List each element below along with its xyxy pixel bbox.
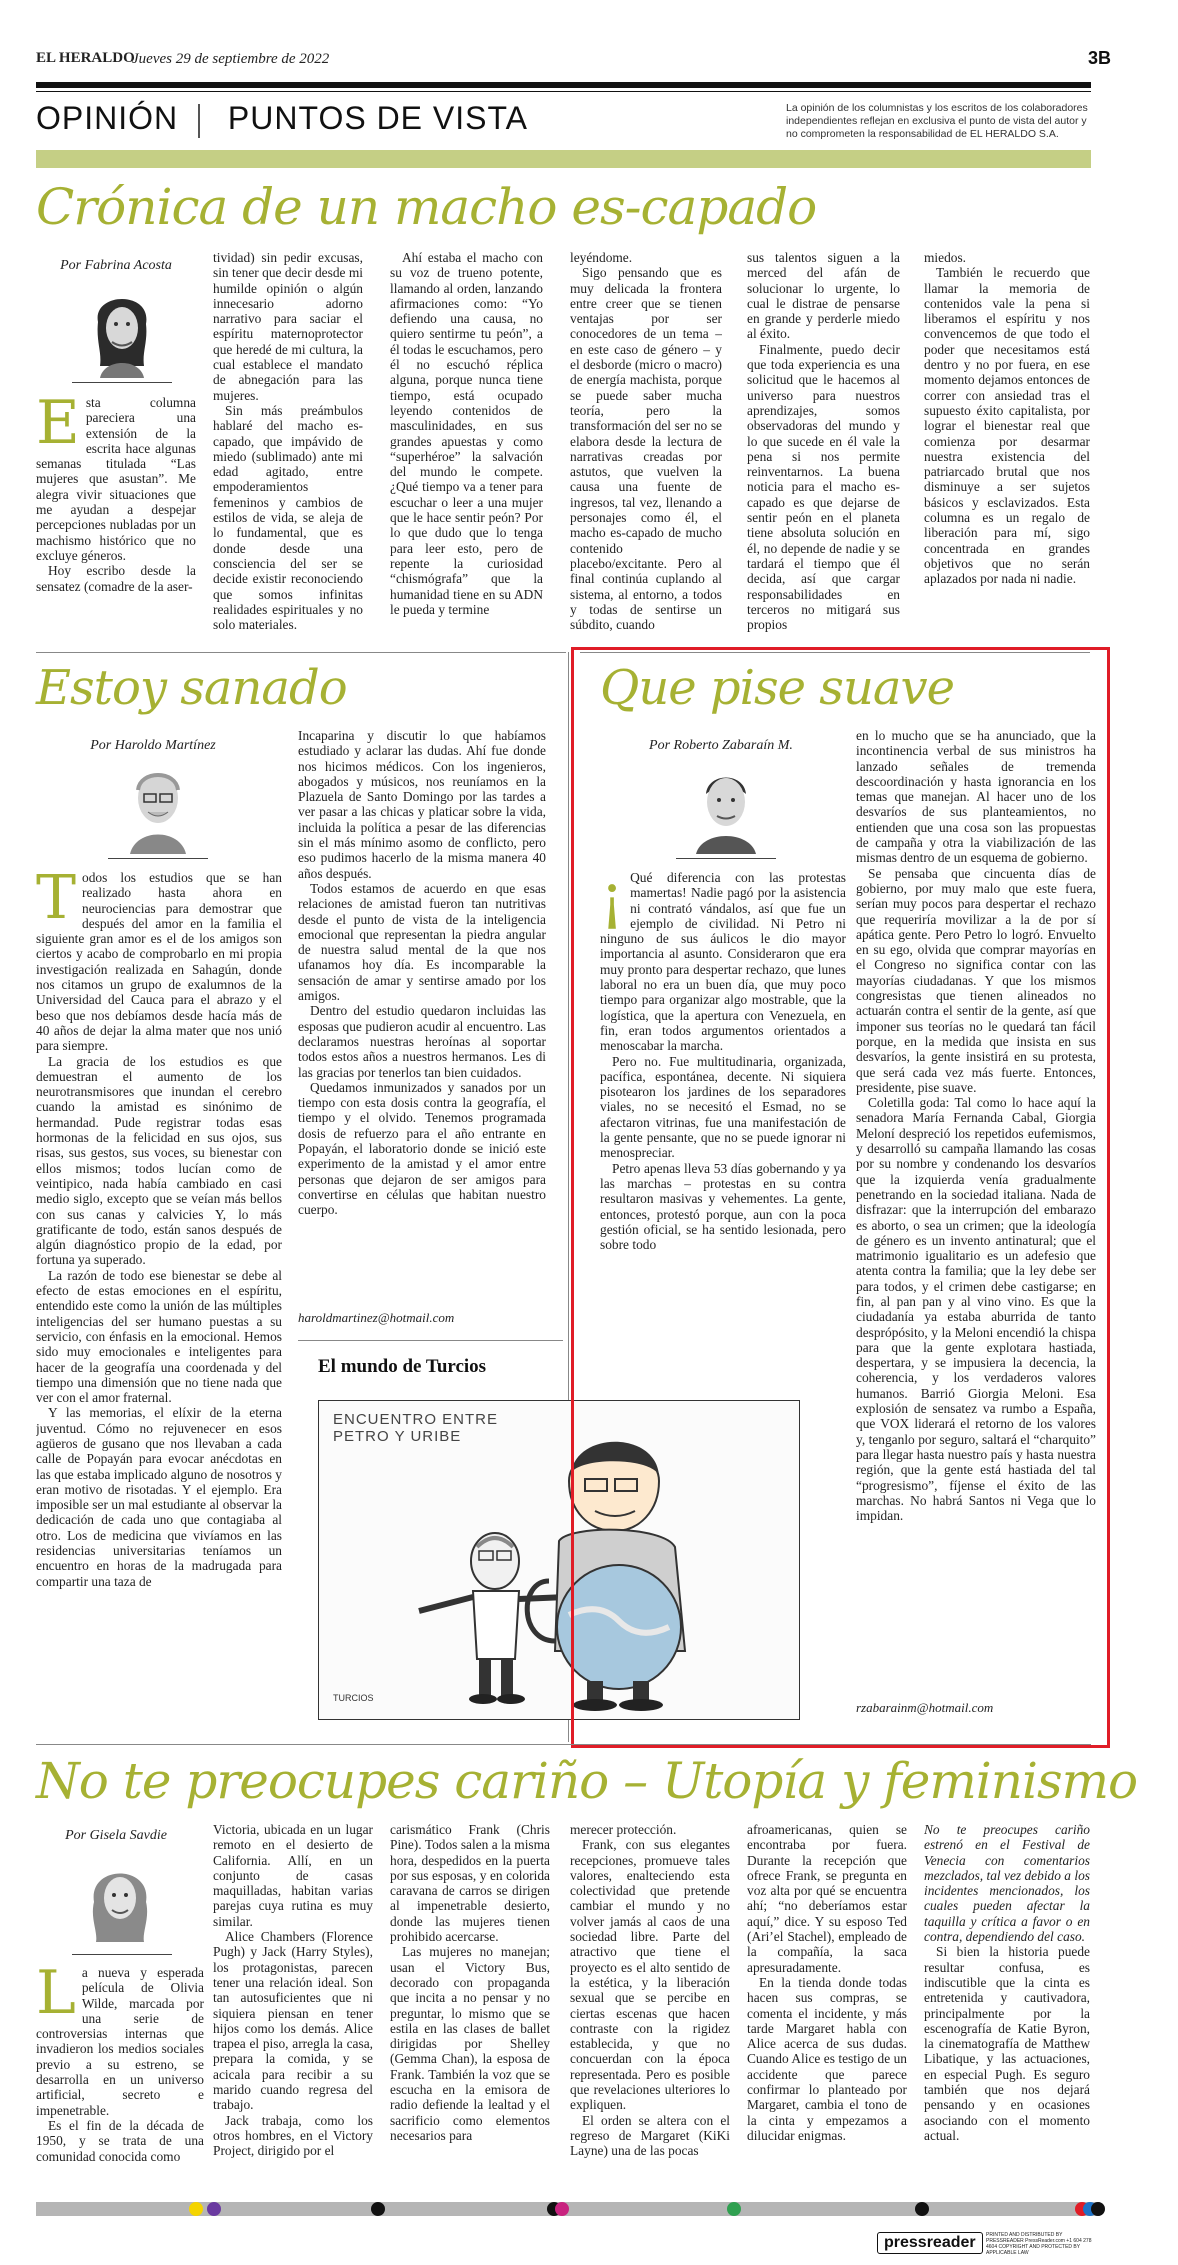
paragraph: No te preocupes cariño estrenó en el Festival de Venecia con comentarios mezclados, tal vez debido a los incidentes mencionados, los cuales pueden afectar la taquilla y crítica a favor o en contra, dependiendo del caso. xyxy=(924,1822,1090,1945)
article-column xyxy=(924,250,1090,650)
author-portrait-drawing xyxy=(80,1852,160,1948)
cartoon-signature: TURCIOS xyxy=(333,1693,374,1703)
article-column xyxy=(856,728,1096,1692)
article-column xyxy=(36,1965,204,2179)
issue-date: Jueves 29 de septiembre de 2022 xyxy=(132,51,330,67)
paragraph: a nueva y esperada película de Olivia Wilde, marcada por una serie de controversias internas que invadieron los medios sociales previo a su estreno, se desarrolla en un universo artificial, secreto e impenetrable. xyxy=(36,1965,204,2118)
paragraph: Frank, con sus elegantes recepciones, promueve tales valores, enalteciendo esta colectividad que pretende cambiar el mundo y no volver jamás al caos de una sociedad libre. Parte del atractivo que tiene el proyecto es el alto sentido de la estética, y la liberación sexual que se percibe en ciertas escenas que hacen contraste con la rigidez establecida, y que no concuerdan con la época representada. Pero es posible que revelaciones ulteriores lo expliquen. xyxy=(570,1837,730,2113)
paragraph: tividad) sin pedir excusas, sin tener que decir desde mi humilde opinión o algún innecesario adorno narrativo para saciar el espíritu maternoprotector que heredé de mi cultura, la cual establece el mandato de abnegación para las mujeres. xyxy=(213,250,363,403)
byline-rule xyxy=(108,858,208,859)
drop-cap: T xyxy=(36,870,77,933)
byline-rule xyxy=(72,382,172,383)
registration-dot xyxy=(207,2202,221,2216)
registration-dot xyxy=(371,2202,385,2216)
registration-dot xyxy=(727,2202,741,2216)
author-portrait xyxy=(118,758,198,854)
page-number: 3B xyxy=(1088,48,1112,68)
registration-dot xyxy=(555,2202,569,2216)
author-portrait-drawing xyxy=(82,282,162,378)
article-byline: Por Roberto Zabaraín M. xyxy=(649,738,793,753)
article-column xyxy=(600,870,846,1278)
paragraph: Sin más preámbulos hablaré del macho es-capado, que impávido de miedo (sublimado) ante mi edad agitado, entre empoderamientos femeninos y cambios de estilos de vida, se aleja de lo fundamental, que es donde desde una consciencia del ser se decide existir reconociendo que somos infinitas realidades espirituales y no solo materiales. xyxy=(213,402,363,633)
article-column xyxy=(36,870,282,1688)
article-headline: Estoy sanado xyxy=(36,660,347,716)
paragraph: carismático Frank (Chris Pine). Todos salen a la misma hora, despedidos en la puerta por sus esposas, y en colorida caravana de carros se dirigen al impenetrable desierto, donde las mujeres tienen prohibido acercarse. xyxy=(390,1822,550,1945)
section-name: OPINIÓN xyxy=(36,100,179,136)
section-subname: PUNTOS DE VISTA xyxy=(227,100,528,136)
pressreader-logo: pressreader xyxy=(877,2232,983,2254)
byline-rule xyxy=(676,858,776,859)
masthead-rule-thin xyxy=(36,91,1091,92)
paragraph: Jack trabaja, como los otros hombres, en el Victory Project, dirigido por el xyxy=(213,2112,373,2159)
newspaper-name: EL HERALDO xyxy=(36,50,135,66)
author-email[interactable]: haroldmartinez@hotmail.com xyxy=(298,1310,455,1325)
drop-cap: L xyxy=(36,1965,76,2028)
paragraph: En la tienda donde todas hacen sus compras, se comenta el incidente, y más tarde Margaret habla con Alice acerca de sus dudas. Cuando Alice es testigo de un accidente que parece confirmar lo planteado por Margaret, cambia el tono de la cinta y empezamos a dilucidar enigmas. xyxy=(747,1974,907,2143)
paragraph: Coletilla goda: Tal como lo hace aquí la senadora María Fernanda Cabal, Giorgia Meloní despreció los repetidos eufemismos, y desarrolló su campaña llamando las cosas por su nombre y condenando los desvaríos que la izquierda venía gradualmente penetrando en la sociedad italiana. Nada de disfrazar: que la interrupción del embarazo es aborto, o sea un crimen; que la ideología de género es un invento antinatural; que el matrimonio igualitario es un adefesio que atenta contra la familia; que la ley debe ser para todos, y el crimen debe castigarse; en fin, al pan pan y al vino vino. Es que la ciudadanía ya estaba aburrida de tanto desprópósito, y la Meloni encendió la chispa para que la gente explotara hastiada, despertara, y se impusiera la decencia, la coherencia, y los verdaderos valores humanos. Barrió Giorgia Meloni. Esa explosión de sensatez va rumbo a España, que VOX liderará el retorno de los valores y, tenganlo por seguro, saltará el “charquito” para llegar hasta nuestro país y hasta nuestra región, que la gente está hastiada del tal “progresismo”, fíjense el éxito de las marchas. No habrá Santos ni Vega que lo impidan. xyxy=(856,1095,1096,1524)
article-column xyxy=(390,1822,550,2179)
paragraph: Petro apenas lleva 53 días gobernando y ya las marchas – protestas en su contra resultaron masivas y vehementes. La gente, entonces, protestó porque, aun con la poca gestión oficial, se ha sentido lesionada, pero sobre todo xyxy=(600,1160,846,1253)
section-separator xyxy=(298,1340,563,1341)
section-separator xyxy=(36,652,566,653)
accent-band xyxy=(36,150,1091,168)
article-headline: No te preocupes cariño – Utopía y feminismo xyxy=(36,1752,1138,1810)
author-portrait-drawing xyxy=(686,758,766,854)
drop-cap: E xyxy=(36,395,80,458)
article-byline: Por Fabrina Acosta xyxy=(60,258,172,273)
paragraph: Dentro del estudio quedaron incluidas las esposas que pudieron acudir al encuentro. Las declaramos nuestras heroínas al soportar todos estos años a nuestros hermanos. Les di las gracias por tenerlos tan bien cuidados. xyxy=(298,1003,546,1080)
paragraph: Victoria, ubicada en un lugar remoto en el desierto de California. Allí, en un conjunto de casas maquilladas, habitan varias parejas cuya rutina es muy similar. xyxy=(213,1822,373,1929)
masthead-rule xyxy=(36,82,1091,88)
article-column xyxy=(213,250,363,650)
registration-dot xyxy=(915,2202,929,2216)
distribution-notice: PRINTED AND DISTRIBUTED BY PRESSREADER PressReader.com +1 604 278 4604 COPYRIGHT AND PROTECTED BY APPLICABLE LAW xyxy=(986,2232,1092,2256)
paragraph: Alice Chambers (Florence Pugh) y Jack (Harry Styles), los protagonistas, parecen tener una relación ideal. Son tan autosuficientes que ni siquiera piensan en tener hijos como los demás. Alice trapea el piso, arregla la casa, prepara la comida, y se acicala para recibir a su marido cuando regresa del trabajo. xyxy=(213,1929,373,2113)
article-column xyxy=(747,1822,907,2179)
author-portrait xyxy=(80,1852,160,1948)
paragraph: Quedamos inmunizados y sanados por un tiempo con esta dosis contra la geografía, el tiempo y el olvido. Tenemos programada dosis de refuerzo para el año entrante en Popayán, el laboratorio donde se inició este experimento de la amistad y el amor entre personas que dejaron de ser amigos para convertirse en células que habitan nuestro cuerpo. xyxy=(298,1079,546,1218)
cartoon-caption: ENCUENTRO ENTRE PETRO Y URIBE xyxy=(333,1411,499,1445)
paragraph: Si bien la historia puede resultar confusa, es indiscutible que la cinta es entretenida y cautivadora, principalmente por la escenografía de Katie Byron, la cinematografía de Matthew Libatique, y las actuaciones, en especial Pugh. Es seguro también que nos dejará pensando y en ocasiones asociando con el momento actual. xyxy=(924,1944,1090,2143)
paragraph: leyéndome. xyxy=(570,250,633,265)
article-headline: Que pise suave xyxy=(600,660,954,716)
author-portrait xyxy=(686,758,766,854)
cartoon-title: El mundo de Turcios xyxy=(318,1356,487,1377)
author-portrait xyxy=(82,282,162,378)
paragraph: Finalmente, puedo decir que toda experiencia es una solicitud que le hacemos al universo para nuestros aprendizajes, somos observadoras del mundo y lo que sucede en él vale la pena si nos permite reinventarnos. La buena noticia para el macho es-capado es que dejarse de sentir peón en el planeta tiene absoluta solución en él, no depende de nadie y se tardará el tiempo que él decida, así que cargar responsabilidades en terceros no mitigará sus propios xyxy=(747,341,900,633)
section-separator xyxy=(36,1744,1091,1745)
paragraph: Pero no. Fue multitudinaria, organizada, pacífica, espontánea, decente. Ni siquiera pisotearon los jardines de los separadores viales, no se necesitó el Esmad, no se afectaron vitrinas, fue una manifestación de la gente pensante, que no se puede ignorar ni menospreciar. xyxy=(600,1053,846,1161)
paragraph: También le recuerdo que llamar la memoria de contenidos vale la pena si liberamos el espíritu y nos convencemos de que todo el poder que necesitamos está dentro y no por fuera, en ese momento dejamos entonces de correr con ansiedad tras el supuesto éxito capitalista, por lograr el bienestar real que comienza por desarmar nuestra existencia del patriarcado brutal que nos disminuye a ser sujetos básicos y esclavizados. Esta columna es un regalo de liberación para mí, sigo concentrada en grandes objetivos que no serán aplazados por nada ni nadie. xyxy=(924,265,1090,587)
article-column xyxy=(390,250,543,650)
editorial-disclaimer: La opinión de los columnistas y los escritos de los colaboradores independientes reflejan en exclusiva el punto de vista del autor y no comprometen la responsabilidad de EL HERALDO S.A. xyxy=(786,102,1088,140)
paragraph: El orden se altera con el regreso de Margaret (KiKi Layne) una de las pocas xyxy=(570,2112,730,2159)
paragraph: La gracia de los estudios es que demuestran el aumento de los neurotransmisores que inundan el cerebro cuando la amistad es sinónimo de hermandad. Pude registrar todas esas hormonas de la felicidad en sus ojos, sus risas, sus gestos, sus voces, su bienestar con ellos mismos; todos lucían como de veintipico, nada había cambiado en casi medio siglo, excepto que se veían más bellos con sus canas y calvicies Y, lo más gratificante de todo, están sanos después de algún diagnóstico propio de la edad, por fortuna ya superado. xyxy=(36,1053,282,1268)
byline-rule xyxy=(72,1954,172,1955)
paragraph: sus talentos siguen a la merced del afán de solucionar lo urgente, lo cual le distrae de pensarse en grande y perderle miedo al éxito. xyxy=(747,250,900,342)
paragraph: Qué diferencia con las protestas mamertas! Nadie pagó por la asistencia ni contrató vándalos, así que fue un ejemplo de civilidad. Ni Petro ni ninguno de sus áulicos le dio mayor importancia al asunto. Consideraron que era muy pronto para despertar rechazo, que lunes laboral no era un buen día, que muy poco tiempo para organizar algo mostrable, que la logística, que la apertura con Venezuela, en fin, eran todos argumentos orientados a menoscabar la marcha. xyxy=(600,870,846,1054)
article-byline: Por Haroldo Martínez xyxy=(90,738,216,753)
paragraph: Todos estamos de acuerdo en que esas relaciones de amistad fueron tan nutritivas desde el punto de vista de la inteligencia emocional que representan la piedra angular de nuestra salud mental de la que nos ufanamos hoy día. Es incomparable la sensación de amar y sentirse amado por los amigos. xyxy=(298,880,546,1004)
paragraph: Se pensaba que cincuenta días de gobierno, por muy malo que este fuera, serían muy pocos para despertar el rechazo que requeriría movilizar a la de por sí apática gente. Pero Petro lo logró. Envuelto en su ego, olvida que comprar mayorías en el Congreso no significa contar con las mayorías ciudadanas. Y que los mismos congresistas que tienen alineados no actuarán contra el sentir de la gente, así que imponer sus teorías no le quedará tan fácil porque, en la medida que insista en sus desvaríos, la gente insistirá en su protesta, que será cada vez más fuerte. Entonces, presidente, pise suave. xyxy=(856,865,1096,1095)
article-column xyxy=(924,1822,1090,2179)
article-column xyxy=(747,250,900,650)
paragraph: Ahí estaba el macho con su voz de trueno potente, llamando al orden, lanzando afirmaciones como: “Yo defiendo una causa, no quiero sentirme tu peón”, a él todas le escuchamos, pero él no escuchó réplica alguna, porque nunca tiene tiempo, está ocupado leyendo contenidos de masculinidades, en sus grandes apuestas y como “superhéroe” la salvación del mundo le compete. ¿Qué tiempo va a tener para escuchar o leer a una mujer que le hace sentir peón? Por lo que dudo que lo tenga para leer esto, pero de repente la curiosidad “chismógrafa” que la humanidad tiene en su ADN le pueda y termine xyxy=(390,250,543,617)
author-portrait-drawing xyxy=(118,758,198,854)
paragraph: en lo mucho que se ha anunciado, que la incontinencia verbal de sus ministros ha lanzado señales de tremenda descoordinación y hasta ignorancia en los temas que manejan. Al hacer uno de los desvaríos de sus planteamientos, no entienden que una cosa son las propuestas de campaña y otra la viabilización de las mismas dentro de un esquema de gobierno. xyxy=(856,728,1096,866)
article-column xyxy=(213,1822,373,2179)
article-headline: Crónica de un macho es-capado xyxy=(36,178,817,236)
article-column xyxy=(570,250,722,650)
article-column xyxy=(298,728,546,1310)
article-column xyxy=(36,395,196,657)
paragraph: Incaparina y discutir lo que habíamos estudiado y aclarar las dudas. Ahí fue donde nos hicimos médicos. Con los ingenieros, abogados y músicos, nos reuníamos en la Plazuela de Santo Domingo por las tardes a ver pasar a las chicas y platicar sobre la vida, incluida la política a pesar de las diferencias sin el más mínimo asomo de conflicto, pero eso pudimos hacerlo de la misma manera 40 años después. xyxy=(298,728,546,881)
registration-dot xyxy=(1091,2202,1105,2216)
paragraph: Y las memorias, el elíxir de la eterna juventud. Cómo no rejuvenecer en esos agüeros de gusano que nos llevaban a cada calle de Popayán para evocar anécdotas en las que estaba implicado alguno de nosotros y eran motivo de risotadas. Y el ejemplo. Era imposible ser un mal estudiante al observar la dedicación de cada uno que contagiaba al otro. Los de medicina que vivíamos en las residencias universitarias teníamos un encuentro en horas de la madrugada para compartir una taza de xyxy=(36,1405,282,1589)
drop-cap: ¡ xyxy=(600,870,625,933)
paragraph: miedos. xyxy=(924,250,967,265)
paragraph: Es el fin de la década de 1950, y se trata de una comunidad conocida como xyxy=(36,2117,204,2164)
section-divider xyxy=(198,104,200,138)
paragraph: Hoy escribo desde la sensatez (comadre de la aser- xyxy=(36,563,196,594)
paragraph: Sigo pensando que es muy delicada la frontera entre creer que se tienen ventajas por ser conocedores de un tema – en este caso de género – y el desborde (micro o macro) de energía machista, porque se puede saber mucha teoría, pero la transformación del ser no se elabora desde la lectura de narrativas creadas por astutos, que vuelven la causa una fuente de ingresos, tal vez, llenando a personajes como él, el macho es-capado de mucho contenido placebo/excitante. Pero al final continúa cuplando al sistema, al entorno, a todos y todas de sentirse un súbdito, cuando xyxy=(570,265,722,633)
article-column xyxy=(570,1822,730,2179)
paragraph: merecer protección. xyxy=(570,1822,677,1837)
paragraph: sta columna pareciera una extensión de la escrita hace algunas semanas titulada “Las mujeres que asustan”. Me alegra vivir situaciones que me ayudan a despejar percepciones nubladas por un machismo histórico que no excluye géneros. xyxy=(36,395,196,563)
paragraph: odos los estudios que se han realizado hasta ahora en neurociencias para demostrar que después del amor en la familia el siguiente gran amor es el de los amigos son ciertos y acabo de comprobarlo en mi propia investigación realizada en Sahagún, donde nos citamos un grupo de exalumnos de la Universidad del Cauca para el abrazo y el beso que nos debíamos desde hacía más de 40 años de dejar la alma mater que nos unió para siempre. xyxy=(36,870,282,1054)
paragraph: afroamericanas, quien se encontraba por fuera. Durante la recepción que ofrece Frank, se pregunta en voz alta por qué se encuentra ahí; “no deberíamos estar aquí,” dice. Y su esposo Ted (Ari’el Stachel), empleado de la compañía, la saca apresuradamente. xyxy=(747,1822,907,1975)
paragraph: Las mujeres no manejan; usan el Victory Bus, decorado con propaganda que incita a no pensar y no preguntar, lo mismo que se estila en las clases de ballet dirigidas por Shelley (Gemma Chan), la esposa de Frank. También la voz que se escucha en la emisora de radio defiende la lealtad y el sacrificio como elementos necesarios para xyxy=(390,1944,550,2143)
paragraph: La razón de todo ese bienestar se debe al efecto de estas emociones en el espíritu, entendido este como la unión de las múltiples inteligencias del ser humano puestas a su servicio, con énfasis en la emocional. Hemos sido muy emocionales e inteligentes para hacer de la geografía una coordenada y del tiempo una dimensión que no tiene nada que ver con el amor fraternal. xyxy=(36,1267,282,1406)
section-title xyxy=(36,100,528,137)
author-email[interactable]: rzabarainm@hotmail.com xyxy=(856,1700,994,1715)
registration-dot xyxy=(189,2202,203,2216)
article-byline: Por Gisela Savdie xyxy=(65,1828,167,1843)
